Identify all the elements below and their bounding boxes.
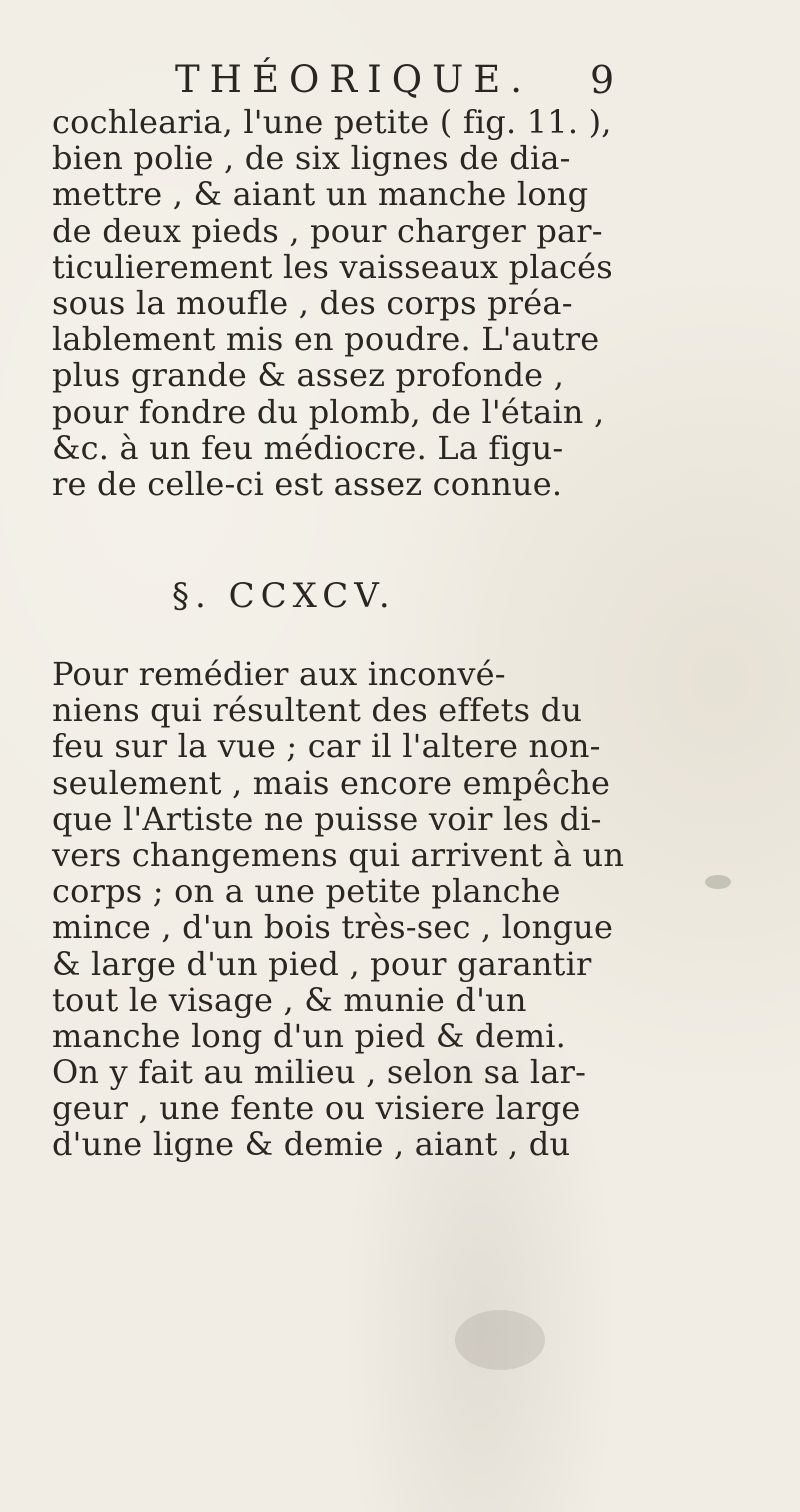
section-heading: §. CCXCV. xyxy=(172,576,396,616)
paper-stain xyxy=(455,1310,545,1370)
text-line: & large d'un pied , pour garantir xyxy=(52,944,592,983)
text-line: On y fait au milieu , selon sa lar- xyxy=(52,1053,587,1092)
paper-stain xyxy=(705,875,731,889)
page-header xyxy=(175,56,635,104)
text-line: corps ; on a une petite planche xyxy=(52,872,561,911)
text-line: geur , une fente ou visiere large xyxy=(52,1089,581,1128)
text-line: vers changemens qui arrivent à un xyxy=(52,835,625,874)
text-line: plus grande & assez profonde , xyxy=(52,356,565,395)
running-head: THÉORIQUE. xyxy=(175,58,533,101)
text-line: bien polie , de six lignes de dia- xyxy=(52,139,571,178)
text-line: sous la moufle , des corps préa- xyxy=(52,283,573,322)
text-line: seulement , mais encore empêche xyxy=(52,763,611,802)
page-number: 9 xyxy=(590,58,615,102)
paragraph-1 xyxy=(52,104,612,502)
text-line: de deux pieds , pour charger par- xyxy=(52,211,603,250)
text-line: niens qui résultent des effets du xyxy=(52,691,583,730)
text-line: que l'Artiste ne puisse voir les di- xyxy=(52,799,602,838)
text-line: ticulierement les vaisseaux placés xyxy=(52,247,613,286)
text-line: d'une ligne & demie , aiant , du xyxy=(52,1125,571,1164)
text-line: &c. à un feu médiocre. La figu- xyxy=(52,428,564,467)
text-line: Pour remédier aux inconvé- xyxy=(52,655,506,693)
text-line: re de celle-ci est assez connue. xyxy=(52,464,563,503)
text-line: lablement mis en poudre. L'autre xyxy=(52,320,600,359)
text-line: feu sur la vue ; car il l'altere non- xyxy=(52,727,601,766)
text-line: tout le visage , & munie d'un xyxy=(52,980,527,1019)
text-line: cochlearia, l'une petite ( fig. 11. ), xyxy=(52,103,612,141)
text-line: mettre , & aiant un manche long xyxy=(52,175,589,214)
text-line: mince , d'un bois très-sec , longue xyxy=(52,908,614,947)
text-line: manche long d'un pied & demi. xyxy=(52,1016,567,1055)
text-line: pour fondre du plomb, de l'étain , xyxy=(52,392,605,431)
paragraph-2 xyxy=(52,655,625,1164)
